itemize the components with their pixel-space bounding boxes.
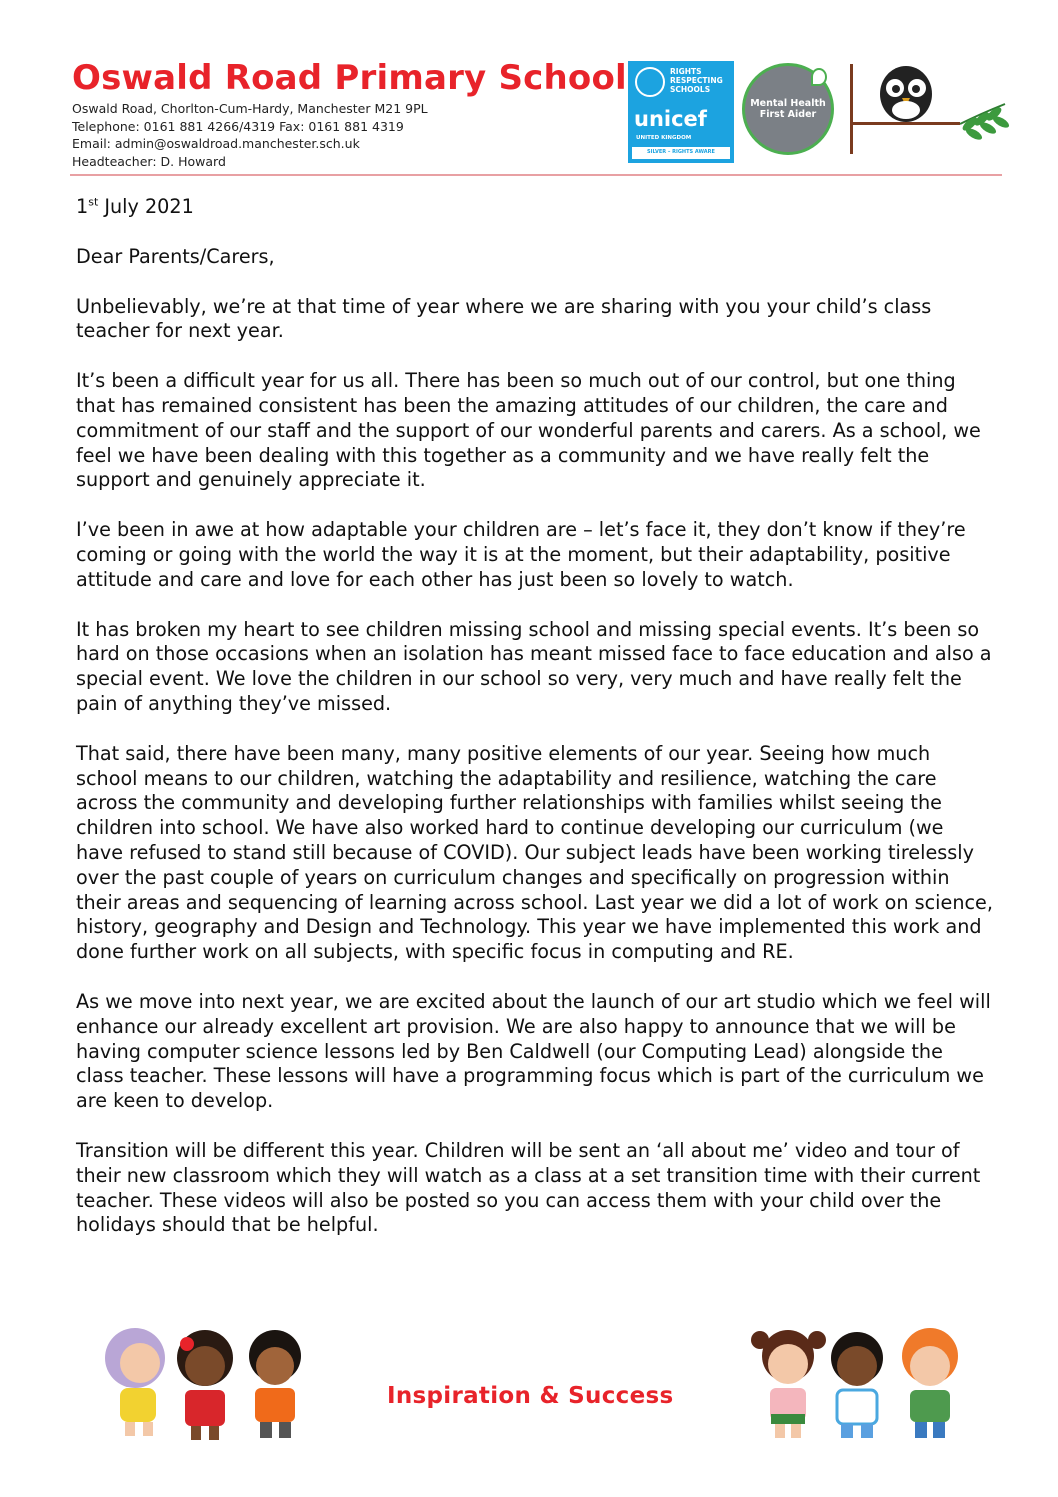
unicef-country: UNITED KINGDOM xyxy=(636,135,692,141)
school-motto: Inspiration & Success xyxy=(387,1383,674,1409)
contact-block xyxy=(72,100,428,170)
paragraph-3: I’ve been in awe at how adaptable your children are – let’s face it, they don’t know if they’re coming or going with the world the way it is at the moment, but their adaptability, positive attitude and care and love for each other has just been so lovely to watch. xyxy=(76,518,966,591)
unicef-rights-respecting-badge xyxy=(628,61,734,163)
rights-respecting-text: RIGHTS RESPECTING SCHOOLS xyxy=(670,67,723,94)
school-email: Email: admin@oswaldroad.manchester.sch.uk xyxy=(72,136,360,151)
letter-body xyxy=(76,195,996,1263)
paragraph-6: As we move into next year, we are excited about the launch of our art studio which we feel will enhance our already excellent art provision. We are also happy to announce that we will be having computer science lessons led by Ben Caldwell (our Computing Lead) alongside the class teacher. These lessons will have a programming focus which is part of the curriculum we are keen to develop. xyxy=(76,989,991,1113)
unicef-globe-icon xyxy=(635,67,665,97)
header-divider xyxy=(70,174,1002,176)
paragraph-1: Unbelievably, we’re at that time of year where we are sharing with you your child’s class teacher for next year. xyxy=(76,294,932,343)
paragraph-5: That said, there have been many, many positive elements of our year. Seeing how much school means to our children, watching the adaptability and resilience, watching the care across the community and developing further relationships with families whilst seeing the children into school. We have also worked hard to continue developing our curriculum (we have refused to stand still because of COVID). Our subject leads have been working tirelessly over the past couple of years on curriculum changes and specifically on progression within their areas and sequencing of learning across school. Last year we did a lot of work on science, history, geography and Design and Technology. This year we have implemented this work and done further work on all subjects, with specific focus in computing and RE. xyxy=(76,741,993,964)
school-name: Oswald Road Primary School xyxy=(72,58,627,98)
paragraph-4: It has broken my heart to see children missing school and missing special events. It’s been so hard on those occasions when an isolation has meant missed face to face education and also a special event. We love the children in our school so very, very much and have really felt the pain of anything they’ve missed. xyxy=(76,617,992,715)
letterhead xyxy=(0,0,1058,180)
headteacher-name: Headteacher: D. Howard xyxy=(72,153,226,169)
salutation: Dear Parents/Carers, xyxy=(76,244,275,268)
paragraph-7: Transition will be different this year. Children will be sent an ‘all about me’ video and tour of their new classroom which they will watch as a class at a set transition time with their current teacher. These videos will also be posted so you can access them with your child over the holidays should that be helpful. xyxy=(76,1138,981,1237)
owl-branch-logo xyxy=(850,64,1010,154)
school-address: Oswald Road, Chorlton-Cum-Hardy, Manchester M21 9PL xyxy=(72,101,428,116)
award-level: SILVER – RIGHTS AWARE xyxy=(647,149,715,155)
letter-date: 1st July 2021 xyxy=(76,195,194,218)
school-telephone: Telephone: 0161 881 4266/4319 Fax: 0161 881 4319 xyxy=(72,118,404,134)
leaf-icon xyxy=(811,68,827,86)
award-strip xyxy=(632,147,730,159)
paragraph-2: It’s been a difficult year for us all. There has been so much out of our control, but one thing that has remained consistent has been the amazing attitudes of our children, the care and commitment of our staff and the support of our wonderful parents and carers. As a school, we feel we have been dealing with this together as a community and we have really felt the support and genuinely appreciate it. xyxy=(76,369,981,492)
unicef-wordmark: unicef xyxy=(634,107,707,131)
mhfa-text: Mental Health First Aider xyxy=(750,98,826,120)
children-illustration-left xyxy=(95,1318,315,1443)
children-illustration-right xyxy=(745,1318,970,1443)
mental-health-first-aider-badge xyxy=(742,63,834,155)
